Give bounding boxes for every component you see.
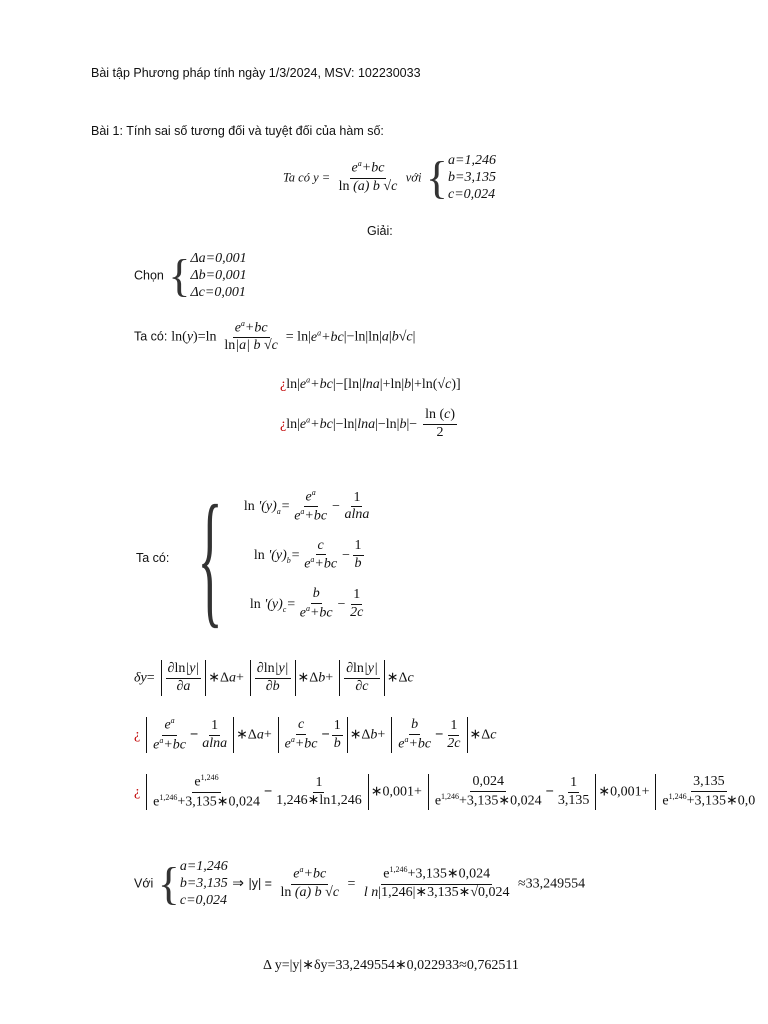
ta-co-label-2: Ta có: [136, 551, 170, 566]
log-equation-line-3: ¿$\ln|e^a+bc|-\ln|\ln a|-\ln|b|-$ $\frac{\ln (c)}{2}$ [280, 407, 456, 440]
given-a: a=1,246 [448, 153, 496, 168]
deltas-system: { Δa=0,001 Δb=0,001 Δc=0,001 [168, 249, 247, 301]
log-equation-line-1: Ta có: ln(y)=ln $\frac{e^a+bc}{\ln|a| b √c}$ = $\ln|e^a+bc|-\ln|\ln|a|b√c|$ [134, 319, 416, 354]
chosen-deltas [134, 250, 247, 301]
delta-a: Δa=0,001 [190, 251, 247, 266]
given2-b: b=3,135 [179, 876, 228, 891]
document-header: Bài tập Phương pháp tính ngày 1/3/2024, MSV: 102230033 [91, 66, 421, 80]
problem-heading: Bài 1: Tính sai số tương đối và tuyệt đối của hàm số: [91, 124, 384, 138]
absolute-error-result: Δ y=|y|∗δy=33,249554∗0,022933≈0,762511 [263, 958, 519, 973]
partial-b: $\ln '(y)_b=$ $\frac{c}{e^a+bc}$ − $\frac{1}{b}$ [253, 537, 362, 572]
partial-c: $\ln '(y)_c=$ $\frac{b}{e^a+bc}$ − $\frac{1}{2c}$ [249, 586, 364, 621]
given2-c: c=0,024 [179, 893, 228, 908]
partial-derivatives: Ta có: { $\ln '(y)_a=$ $\frac{e^a}{e^a+bc}$ − $\frac{1}{alna}$ $\ln '(y)_b=$ $\frac{c}{e^a+bc}$ − $\frac{1}{b}$ $\ln '(y)_c=$ $\frac{b}{e^a+bc}$ − $\frac{1}{2c}$ [136, 485, 373, 631]
partial-a: $\ln '(y)_a=$ $\frac{e^a}{e^a+bc}$ − $\frac{1}{alna}$ [243, 487, 370, 524]
relative-error-line-3: ¿ $\frac{e^{1,246}}{e^{1,246}+3,135∗0,024}$ − $\frac{1}{1,246∗\ln 1,246}$ ∗0,001+ $\frac{0,024}{e^{1,246}+3,135∗0,024}$ − $\frac{1}{3,135}$ ∗0,001+ $\frac{3,135}{e^{1,246}+3,135∗0,0}$ [134, 774, 756, 810]
ta-co-y-label: Ta có y = [283, 170, 331, 185]
solution-heading: Giải: [367, 224, 393, 238]
function-definition [283, 152, 496, 203]
relative-error-line-2: ¿ $\frac{e^a}{e^a+bc}$ − $\frac{1}{alna}$ ∗Δa+ $\frac{c}{e^a+bc}$ − $\frac{1}{b}$ ∗Δb+ $\frac{b}{e^a+bc}$ − $\frac{1}{2c}$ ∗Δc [134, 716, 497, 753]
half-ln-c-fraction: $\frac{\ln (c)}{2}$ [425, 407, 456, 440]
delta-c: Δc=0,001 [190, 285, 246, 300]
log-equation-line-2: ¿$\ln|e^a+bc|-[\ln|\ln a|+\ln|b|+\ln(√c)]$ [280, 375, 461, 392]
abs-y-label: |y| = [248, 876, 272, 891]
voi-label: với [405, 170, 422, 185]
given2-a: a=1,246 [179, 859, 228, 874]
delta-b: Δb=0,001 [190, 268, 247, 283]
value-substitution: Với { a=1,246 b=3,135 c=0,024 ⇒ |y| = $\frac{e^a+bc}{\ln (a) b √c}$ = $\frac{e^{1,246}+3,135∗0,024}{\text{l n|1,246|∗3,135∗√0,024}}$ ≈33,249554 [134, 857, 586, 909]
given-c: c=0,024 [448, 187, 496, 202]
log-fraction: $\frac{e^a+bc}{\ln|a| b √c}$ [224, 319, 278, 354]
ta-co-label-1: Ta có: [134, 329, 168, 344]
relative-error-line-1: δy= $\frac{\partial\ln|y|}{\partial a}$ ∗Δa+ $\frac{\partial\ln|y|}{\partial b}$ ∗Δb+ $\frac{\partial\ln|y|}{\partial c}$ ∗Δc [134, 660, 414, 696]
given-values-system: { a=1,246 b=3,135 c=0,024 [425, 151, 496, 203]
function-fraction: $\frac{e^a+bc}{\ln (a) b √c}$ [338, 159, 398, 194]
voi-label-2: Với [134, 876, 154, 891]
chon-label: Chọn [134, 268, 164, 283]
given-b: b=3,135 [448, 170, 496, 185]
abs-y-value: ≈33,249554 [517, 876, 586, 892]
